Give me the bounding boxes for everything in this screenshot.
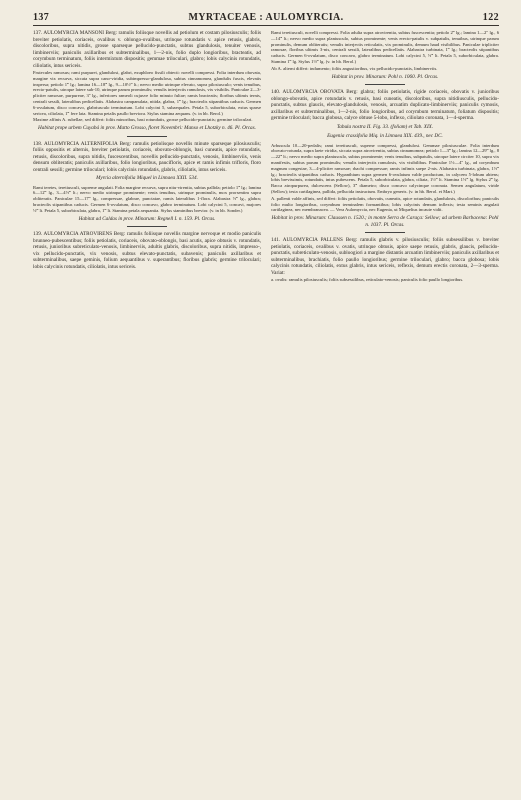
detail-paragraph: a. ovalis: ramulis pilosiusculis; foliis subsessilibus, reticulato-venosis; paniculis folio paullo longioribus. — [271, 277, 464, 283]
detail-paragraph: Maxime affinis A. rubellae, sed differt: foliis minoribus, basi rotundatis, grosse pellucido-punctatis; germine triloculari. — [33, 117, 253, 123]
separator-rule — [127, 226, 167, 227]
detail-paragraph: Arbuscula 10—20-pedalis; rami teretiusculi, superne compressi, glandulosi. Gemmae pilosiusculae. Folia interdum obovato-rotunda, supra laete viridia, siccata supra atrovirentia, subtus cinnamomea; petiolo 1—3‴ lg.; lamina 12—29‴ lg., 8—22‴ lt.; nervo medio supra planiusculo, subtus prominente; venis tenuibus, subpatulis, utroque latere circiter 10, supra vix manifestis, subtus parum prominulis; venulis interjectis ramulosis, vix visibilibus. Paniculae 1½—4″ lg., ad corymbum magnum congestae, 3—4-pliciter ramosae; rhachi compressae; ramis infimis saepe 2-nis. Alabastra turbinata, glabra, 1½‴ lg.; bracteolis stipantibus caducis. Hypanthium supra germen 6-ovulatum valde productum, in calycem 5-lobum abiens; lobis brevissimis, rotundatis, intus pubescens. Petala 5, suborbiculata, glabra, ciliata, 1½‴ lt. Stamina 1½‴ lg. Stylus 2‴ lg. Bacca atropurpurea, dulcescens (Sellow), 3‴ diametro; disco concavo calycinque coronata. Semen angulatum, viride (Sellow); testa cartilaginea, pallida, pellucida instructum. Embryo generis. (v. in hb. Berol. et Mart.) — [271, 142, 499, 194]
habitat-or-citation: Eugenia crassifolia Miq. in Linnaea XIX. 439., nec DC. — [327, 133, 443, 140]
detail-paragraph: Frutecules ramosus; rami purpurei, glandulosi, glabri, exuphloeo fissili obtecti: novelli compressi. Folia interdum obovata, margine vix recurva, siccata supra cano-viridia, subimpresso-glandulosa, subtus cinnamomea, glandulis fuscis, elevatis inspersa; petiolo 1‴ lg.; lamina 16—18‴ lg., 9—10½‴ lt.; nervo medio utrinque elevato, supra pilosiusculo; venis tenuibus, erecto-patulis, utroque latere sub-10, utrinque parum prominulis; venulis interjectis ramulosis, vix visibilis. Paniculae 2—3-pliciter ramosae, purpureae, 3″ lg., inferiores rameoli cujusve folio minuto fultae; ramis bracteatis; floribus ultimis ternis, centrali sessili, lateralibus pedicellatis. Alabastra campanulata, nitida, glabra, 1‴ lg.; bracteolis stipantibus caducis. Germen 6-ovulatum, disco concavo, glabriusculo terminatum. Lobi calycini 5, subaequales. Petala 5, suborbiculata, extus sparse sericea, ciliolata, 1‴ fere lata. Stamina petalis paullo breviora. Stylus stamina aequans. (v. in hb. Berol.) — [33, 70, 261, 116]
page-number-right: 122 — [482, 12, 499, 23]
detail-paragraph: Ab A. alterni differt: indumento; foliis angustioribus, vix pellucido-punctatis, limbinerviis. — [271, 65, 438, 71]
running-title: MYRTACEAE : AULOMYRCIA. — [188, 12, 344, 23]
separator-rule — [127, 136, 167, 137]
header-rule — [33, 25, 499, 26]
species-description: 137. AULOMYRCIA MANSONI Berg: ramulis foliisque novellis ad petiolum et costam pilosiusculis; foliis breviter petiolatis, coriaceis, ovalibus v. oblongo-ovalibus, utrinque rotundatis v. apice retusis, glabris, discoloribus, supra nitidis, grosse sparseque pellucido-punctatis, subtus glandulosis, tenuiter venosis, limbinerviis; paniculis axillaribus et subterminalibus, 1—2-nis, folio duplo longioribus, bracteatis, ad corymbum terminatum, foliis intermixtum dispositis; gemmae triloculari, glabro; lobis calycinis rotundatis, ciliolatis, intus sericeis. — [33, 30, 261, 69]
species-description: 138. AULOMYRCIA ALTERNIFOLIA Berg: ramulis petiolisque novellis minute sparseque pilosiusculis; foliis oppositis et alternis, breviter petiolatis, coriaceis, obovato-oblongis, basi cuneatis, apice rotundatis, retusis, discoloribus, supra nitidis, fuscescentibus, novellis pellucido-punctatis, venosis, limbinerviis, venis densum obliteratis; paniculis axillaribus, folio longioribus, paucifloris, apice et ramis infimis trifloris, floro centrali sessili; germine triloculari; lobis calycinis rotundatis, glabris, ciliolatis, intus sericeis. — [33, 140, 261, 173]
separator-rule — [365, 84, 405, 85]
detail-paragraph: A. pallenti valde affinis, sed differt: foliis petiolatis, obovatis, cuneatis, apice rotundatis, glandulosis, discoloribus; paniculis folio multo longioribus, corymbum terminalem formantibus; lobis calycinis demum inflexis; testa seminis angulati cartilaginea, nec membranacea. — Vera Aulomyrcia, nec Eugenia, ut Miquelius incaute vidit. — [271, 195, 499, 213]
separator-rule — [365, 232, 405, 233]
habitat-or-citation: Myrcia alternifolia Miquel in Linnaea XXII. 534. — [96, 175, 198, 182]
right-column — [271, 30, 499, 284]
habitat-or-citation: Habitat ad Caldas in prov. Minarum: Regnell I. n. 159. Pl. Orcas. — [78, 215, 216, 222]
species-description: 139. AULOMYRCIA ATROVIRENS Berg: ramulis foliisque novellis margine nervoque et modio paniculis brunneo-pubescentibus; foliis petiolatis, coriaceis, obovato-oblongis, basi acutis, apice obtusis v. rotundatis, retusis, junioribus subreticulato-venosis, limbinerviis, adultis glabris, discoloribus, supra nitidis, impresso-, vix pellucido-punctatis, vix venosis, subtus elevato-punctatis, subavenis; paniculis axillaribus et subterminalibus, saepe geminis, folium aequantibus v. superantibus; floribus glabris; germine triloculari; lobis calycinis rotundatis, ciliolatis, intus sericeis. — [33, 231, 261, 270]
page-number-left: 137 — [33, 12, 50, 23]
text-columns — [33, 30, 499, 284]
habitat-or-citation: Habitat prope urbem Cuyabá in prov. Matto Grosso, floret Novembri: Manso et Lhotzky n. 46. Pl. Orcas. — [38, 125, 256, 132]
species-description: 140. AULOMYRCIA OBOVATA Berg: glabra; foliis petiolatis, rigide coriaceis, obovatis v. junioribus oblongo-obovatis, apice rotundatis v. retusis, basi cuneatis, discoloribus, supra nitidiusculis, pellucido-punctatis, subtus glaucis, elevato-glandulosis, venosis, arcuatim duplicato-limbinerviis; paniculis cymosis, axillaribus et subterminalibus, 1—2-nis, folio longioribus, ad corymbum terminatum, foliatum dispositis; germine triloculari; bacca globosa, calyce obtuse 5-lobo, inflexo, ciliolato coronata, 1—4-sperma. — [271, 89, 499, 122]
detail-paragraph: Rami teretes, teretiusculi, supreme angulati. Folia margine recurva, supra nitu-virentia, subtus pallida; petiolo 1‴ lg.; lamina 6—12‴ lg., 3—4½‴ lt.; nervo medio utrinque prominente; venis tenuibus, utrinque prominulis, mox prorsentim supra obliteratis. Paniculae 15—17‴ lg., compressae, glabrae, punctatae, ramis lateralibus 1-flora. Alabastra ½‴ lg., glabra; bracteolis stipantibus caducis. Germen 6-ovulatum, disco concavo, glabro terminatum. Lobi calycini 5, concavi, majores ½‴ lt. Petala 5, suborbiculata, glabra, 1‴ lt. Stamina petala aequantia. Stylus staminibus brevior. (v. in hb. Sonder.) — [33, 184, 261, 213]
habitat-or-citation: Habitat in prov. Minarum: Pohl n. 1060. Pl. Orcas. — [331, 73, 439, 80]
habitat-or-citation: Habitat in prov. Minarum: Claussen n. 1520.; in monte Serra de Caraça: Sellow; ad urbem Barbacena: Pohl n. 1037. Pl. Orcas. — [271, 215, 499, 228]
habitat-or-citation: Tabula nostra II. Fig. 33. (foliam) et Tab. XIX. — [336, 123, 434, 130]
page-header — [33, 12, 499, 23]
left-column — [33, 30, 261, 284]
detail-paragraph: Rami teretiusculi, novelli compressi. Folia adulta supra atrovirentia, subtus fuscescentia; petiolo 2‴ lg.; lamina 1—2″ lg., 6—14‴ lt.; nervo medio supra planiusculo, subtus prominente; venis erecto-patulis v. subpatulis, tenuibus, utrinque parum prominulis, demum obliteratis; venulis interjectis reticulatis, vix prominulis, demum haud visibilibus. Paniculae tripliciter ramosae, floribus ultimis 3-nis, centrali sessili, lateralibus pedicellatis. Alabastra turbinata, 1‴ lg.; bracteolis stipantibus caducis. Germen 6-ovulatum, disco concavo, glabro terminatum. Lobi calycini 5, ½‴ lt. Petala 5, suborbiculata, glabra. Stamina 1‴ lg. Stylus 1½‴ lg. (v. in hb. Berol.) — [271, 30, 499, 64]
species-description: 141. AULOMYRCIA PALLENS Berg: ramulis glabris v. pilosiusculis; foliis subsessilibus v. breviter petiolatis, coriaceis, ovalibus v. ovatis, utrinque obtusis, apice saepe retusis, glabris, glaucis, pellucido-punctatis, subreticulato-venosis, subloogiori a margine distantis arcuatim limbinerviis; paniculis axillaribus et subterminalibus, brachiatis, folio paullo longioribus; germine triloculari, glabro; bacca globosa; lobis calycinis rotundatis, ciliolatis, extus glabris, intus sericeis, reflexis, demum erectis coronata, 2—3-sperma. Variat: — [271, 237, 499, 276]
